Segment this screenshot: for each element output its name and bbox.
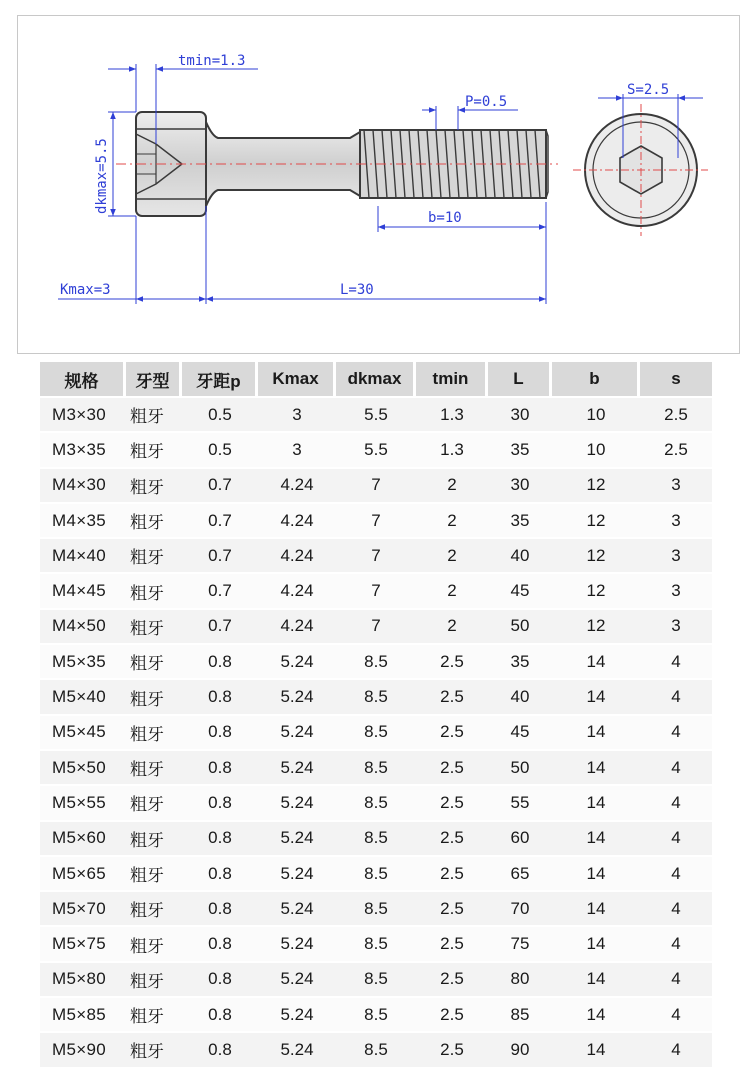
header-dkmax: dkmax <box>336 362 416 396</box>
pitch-cell: 0.8 <box>182 643 258 678</box>
length-cell: 45 <box>488 714 552 749</box>
tmin-cell: 2.5 <box>416 784 488 819</box>
tmin-cell: 2 <box>416 467 488 502</box>
tmin-cell: 2 <box>416 608 488 643</box>
thread-type-cell: 粗牙 <box>126 996 182 1031</box>
thread-type-cell: 粗牙 <box>126 537 182 572</box>
length-cell: 30 <box>488 396 552 431</box>
thread-length-cell: 14 <box>552 1031 640 1066</box>
length-cell: 45 <box>488 572 552 607</box>
dkmax-cell: 8.5 <box>336 961 416 996</box>
thread-type-cell: 粗牙 <box>126 643 182 678</box>
thread-length-cell: 14 <box>552 714 640 749</box>
socket-size-cell: 2.5 <box>640 431 712 466</box>
length-cell: 70 <box>488 890 552 925</box>
kmax-cell: 4.24 <box>258 537 336 572</box>
tmin-cell: 2.5 <box>416 643 488 678</box>
table-row <box>40 714 712 749</box>
tmin-cell: 2 <box>416 537 488 572</box>
pitch-cell: 0.5 <box>182 431 258 466</box>
size-cell: M4×40 <box>40 537 126 572</box>
header-thread-length: b <box>552 362 640 396</box>
dkmax-cell: 5.5 <box>336 431 416 466</box>
dkmax-cell: 8.5 <box>336 643 416 678</box>
table-row <box>40 537 712 572</box>
table-row <box>40 572 712 607</box>
dkmax-cell: 7 <box>336 502 416 537</box>
size-cell: M5×65 <box>40 855 126 890</box>
pitch-cell: 0.8 <box>182 890 258 925</box>
thread-length-cell: 14 <box>552 925 640 960</box>
length-cell: 85 <box>488 996 552 1031</box>
thread-length-cell: 14 <box>552 678 640 713</box>
table-row <box>40 396 712 431</box>
header-size: 规格 <box>40 362 126 396</box>
socket-size-cell: 4 <box>640 749 712 784</box>
table-header-row <box>40 362 712 396</box>
table-body <box>40 396 712 1067</box>
bolt-end-view <box>573 104 708 236</box>
thread-type-cell: 粗牙 <box>126 1031 182 1066</box>
size-cell: M5×75 <box>40 925 126 960</box>
socket-size-cell: 4 <box>640 961 712 996</box>
table-row <box>40 643 712 678</box>
length-cell: 90 <box>488 1031 552 1066</box>
thread-type-cell: 粗牙 <box>126 431 182 466</box>
tmin-cell: 2.5 <box>416 961 488 996</box>
thread-type-cell: 粗牙 <box>126 572 182 607</box>
size-cell: M4×50 <box>40 608 126 643</box>
header-kmax: Kmax <box>258 362 336 396</box>
pitch-cell: 0.8 <box>182 855 258 890</box>
tmin-cell: 2.5 <box>416 855 488 890</box>
b-label: b=10 <box>428 210 462 226</box>
tmin-cell: 2.5 <box>416 714 488 749</box>
socket-size-cell: 4 <box>640 784 712 819</box>
table-row <box>40 890 712 925</box>
dkmax-cell: 7 <box>336 572 416 607</box>
pitch-cell: 0.8 <box>182 714 258 749</box>
spec-table <box>40 362 712 1067</box>
socket-size-cell: 4 <box>640 890 712 925</box>
tmin-cell: 1.3 <box>416 396 488 431</box>
thread-length-cell: 14 <box>552 855 640 890</box>
pitch-cell: 0.5 <box>182 396 258 431</box>
thread-length-cell: 14 <box>552 890 640 925</box>
dkmax-cell: 8.5 <box>336 678 416 713</box>
tmin-cell: 1.3 <box>416 431 488 466</box>
kmax-cell: 3 <box>258 396 336 431</box>
pitch-cell: 0.8 <box>182 996 258 1031</box>
length-cell: 35 <box>488 431 552 466</box>
socket-size-cell: 3 <box>640 608 712 643</box>
dkmax-cell: 8.5 <box>336 714 416 749</box>
dkmax-label: dkmax=5.5 <box>94 138 110 214</box>
dkmax-cell: 8.5 <box>336 749 416 784</box>
size-cell: M4×35 <box>40 502 126 537</box>
dkmax-cell: 8.5 <box>336 855 416 890</box>
thread-length-cell: 14 <box>552 820 640 855</box>
thread-type-cell: 粗牙 <box>126 855 182 890</box>
dkmax-cell: 7 <box>336 537 416 572</box>
tmin-cell: 2 <box>416 502 488 537</box>
length-cell: 50 <box>488 608 552 643</box>
pitch-cell: 0.8 <box>182 784 258 819</box>
pitch-cell: 0.8 <box>182 749 258 784</box>
pitch-cell: 0.8 <box>182 925 258 960</box>
pitch-cell: 0.7 <box>182 608 258 643</box>
tmin-cell: 2 <box>416 572 488 607</box>
header-thread-type: 牙型 <box>126 362 182 396</box>
pitch-cell: 0.8 <box>182 961 258 996</box>
socket-size-cell: 3 <box>640 502 712 537</box>
length-cell: 35 <box>488 643 552 678</box>
header-tmin: tmin <box>416 362 488 396</box>
socket-size-cell: 4 <box>640 714 712 749</box>
pitch-label: P=0.5 <box>465 94 508 110</box>
size-cell: M4×45 <box>40 572 126 607</box>
size-cell: M5×85 <box>40 996 126 1031</box>
thread-length-cell: 14 <box>552 749 640 784</box>
length-cell: 60 <box>488 820 552 855</box>
length-cell: 50 <box>488 749 552 784</box>
tmin-cell: 2.5 <box>416 1031 488 1066</box>
length-cell: 65 <box>488 855 552 890</box>
socket-size-cell: 4 <box>640 925 712 960</box>
dkmax-cell: 7 <box>336 608 416 643</box>
thread-type-cell: 粗牙 <box>126 678 182 713</box>
dkmax-cell: 5.5 <box>336 396 416 431</box>
pitch-cell: 0.7 <box>182 572 258 607</box>
table-row <box>40 1031 712 1066</box>
kmax-label: Kmax=3 <box>60 282 111 298</box>
table-row <box>40 855 712 890</box>
pitch-cell: 0.7 <box>182 537 258 572</box>
length-cell: 80 <box>488 961 552 996</box>
socket-size-cell: 4 <box>640 643 712 678</box>
table-row <box>40 502 712 537</box>
dkmax-cell: 8.5 <box>336 820 416 855</box>
table-row <box>40 431 712 466</box>
l-label: L=30 <box>340 282 374 298</box>
kmax-cell: 5.24 <box>258 890 336 925</box>
kmax-cell: 5.24 <box>258 749 336 784</box>
kmax-cell: 5.24 <box>258 784 336 819</box>
dkmax-cell: 8.5 <box>336 996 416 1031</box>
tmin-cell: 2.5 <box>416 890 488 925</box>
length-cell: 35 <box>488 502 552 537</box>
size-cell: M5×70 <box>40 890 126 925</box>
header-pitch: 牙距p <box>182 362 258 396</box>
thread-type-cell: 粗牙 <box>126 467 182 502</box>
length-cell: 55 <box>488 784 552 819</box>
size-cell: M4×30 <box>40 467 126 502</box>
socket-size-cell: 4 <box>640 996 712 1031</box>
kmax-cell: 5.24 <box>258 996 336 1031</box>
kmax-cell: 5.24 <box>258 714 336 749</box>
pitch-cell: 0.8 <box>182 678 258 713</box>
size-cell: M5×80 <box>40 961 126 996</box>
thread-length-cell: 12 <box>552 572 640 607</box>
thread-length-cell: 14 <box>552 784 640 819</box>
tmin-cell: 2.5 <box>416 996 488 1031</box>
thread-length-cell: 14 <box>552 643 640 678</box>
size-cell: M5×35 <box>40 643 126 678</box>
socket-size-cell: 2.5 <box>640 396 712 431</box>
kmax-cell: 5.24 <box>258 820 336 855</box>
thread-length-cell: 12 <box>552 502 640 537</box>
thread-type-cell: 粗牙 <box>126 396 182 431</box>
thread-type-cell: 粗牙 <box>126 925 182 960</box>
kmax-cell: 5.24 <box>258 643 336 678</box>
pitch-cell: 0.8 <box>182 1031 258 1066</box>
socket-size-cell: 3 <box>640 467 712 502</box>
s-label: S=2.5 <box>627 82 670 98</box>
header-length: L <box>488 362 552 396</box>
pitch-cell: 0.7 <box>182 502 258 537</box>
dkmax-cell: 8.5 <box>336 1031 416 1066</box>
thread-type-cell: 粗牙 <box>126 608 182 643</box>
thread-type-cell: 粗牙 <box>126 749 182 784</box>
thread-type-cell: 粗牙 <box>126 714 182 749</box>
dkmax-cell: 8.5 <box>336 925 416 960</box>
tmin-cell: 2.5 <box>416 925 488 960</box>
size-cell: M5×45 <box>40 714 126 749</box>
kmax-cell: 4.24 <box>258 467 336 502</box>
size-cell: M5×55 <box>40 784 126 819</box>
kmax-cell: 5.24 <box>258 925 336 960</box>
table-row <box>40 996 712 1031</box>
table-row <box>40 467 712 502</box>
tmin-cell: 2.5 <box>416 749 488 784</box>
length-cell: 40 <box>488 678 552 713</box>
socket-size-cell: 4 <box>640 1031 712 1066</box>
kmax-cell: 5.24 <box>258 1031 336 1066</box>
length-cell: 75 <box>488 925 552 960</box>
length-cell: 40 <box>488 537 552 572</box>
dkmax-cell: 7 <box>336 467 416 502</box>
size-cell: M5×60 <box>40 820 126 855</box>
thread-type-cell: 粗牙 <box>126 820 182 855</box>
socket-size-cell: 4 <box>640 678 712 713</box>
technical-drawing <box>17 15 740 354</box>
length-cell: 30 <box>488 467 552 502</box>
table-row <box>40 608 712 643</box>
tmin-label: tmin=1.3 <box>178 53 246 69</box>
size-cell: M5×40 <box>40 678 126 713</box>
thread-type-cell: 粗牙 <box>126 784 182 819</box>
table-row <box>40 961 712 996</box>
dkmax-cell: 8.5 <box>336 890 416 925</box>
size-cell: M5×90 <box>40 1031 126 1066</box>
tmin-cell: 2.5 <box>416 820 488 855</box>
size-cell: M3×35 <box>40 431 126 466</box>
kmax-cell: 5.24 <box>258 678 336 713</box>
thread-type-cell: 粗牙 <box>126 890 182 925</box>
table-row <box>40 925 712 960</box>
thread-length-cell: 14 <box>552 961 640 996</box>
table-row <box>40 784 712 819</box>
socket-size-cell: 3 <box>640 572 712 607</box>
thread-type-cell: 粗牙 <box>126 502 182 537</box>
thread-length-cell: 12 <box>552 608 640 643</box>
size-cell: M3×30 <box>40 396 126 431</box>
bolt-drawing-svg <box>18 16 741 355</box>
kmax-cell: 5.24 <box>258 961 336 996</box>
socket-size-cell: 4 <box>640 855 712 890</box>
socket-size-cell: 3 <box>640 537 712 572</box>
thread-type-cell: 粗牙 <box>126 961 182 996</box>
header-socket-size: s <box>640 362 712 396</box>
thread-length-cell: 14 <box>552 996 640 1031</box>
kmax-cell: 4.24 <box>258 572 336 607</box>
table-row <box>40 678 712 713</box>
socket-size-cell: 4 <box>640 820 712 855</box>
thread-length-cell: 12 <box>552 537 640 572</box>
tmin-cell: 2.5 <box>416 678 488 713</box>
pitch-cell: 0.8 <box>182 820 258 855</box>
dkmax-cell: 8.5 <box>336 784 416 819</box>
table-row <box>40 749 712 784</box>
size-cell: M5×50 <box>40 749 126 784</box>
kmax-cell: 4.24 <box>258 608 336 643</box>
kmax-cell: 4.24 <box>258 502 336 537</box>
thread-length-cell: 12 <box>552 467 640 502</box>
thread-length-cell: 10 <box>552 396 640 431</box>
table-row <box>40 820 712 855</box>
kmax-cell: 3 <box>258 431 336 466</box>
pitch-cell: 0.7 <box>182 467 258 502</box>
kmax-cell: 5.24 <box>258 855 336 890</box>
thread-length-cell: 10 <box>552 431 640 466</box>
